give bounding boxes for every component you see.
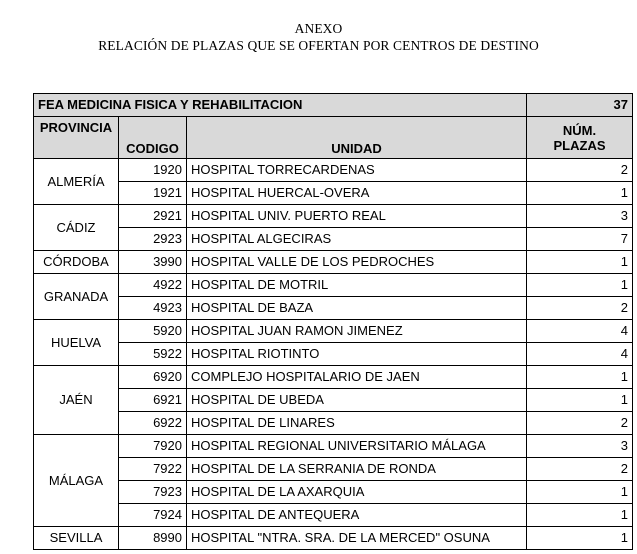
codigo-cell: 2921 (119, 205, 187, 228)
plazas-cell: 2 (527, 458, 633, 481)
table-row (34, 343, 633, 366)
provincia-cell: HUELVA (34, 320, 119, 366)
annex-subtitle: RELACIÓN DE PLAZAS QUE SE OFERTAN POR CENTROS DE DESTINO (98, 38, 539, 53)
codigo-cell: 3990 (119, 251, 187, 274)
plazas-cell: 2 (527, 159, 633, 182)
unidad-cell: HOSPITAL DE UBEDA (187, 389, 527, 412)
table-row (34, 274, 633, 297)
codigo-cell: 8990 (119, 527, 187, 550)
table-row (34, 228, 633, 251)
col-header-plazas (527, 117, 633, 159)
provincia-cell: ALMERÍA (34, 159, 119, 205)
codigo-cell: 5922 (119, 343, 187, 366)
unidad-cell: HOSPITAL REGIONAL UNIVERSITARIO MÁLAGA (187, 435, 527, 458)
plazas-cell: 4 (527, 343, 633, 366)
column-header-row (34, 117, 633, 159)
col-header-plazas-line2: PLAZAS (553, 137, 606, 153)
plazas-cell: 7 (527, 228, 633, 251)
unidad-cell: HOSPITAL DE ANTEQUERA (187, 504, 527, 527)
provincia-cell: CÓRDOBA (34, 251, 119, 274)
specialty-name: FEA MEDICINA FISICA Y REHABILITACION (34, 94, 527, 117)
codigo-cell: 6920 (119, 366, 187, 389)
unidad-cell: HOSPITAL RIOTINTO (187, 343, 527, 366)
codigo-cell: 1921 (119, 182, 187, 205)
unidad-cell: HOSPITAL ALGECIRAS (187, 228, 527, 251)
col-header-provincia: PROVINCIA (34, 117, 119, 159)
annex-title: ANEXO (294, 21, 343, 36)
table-row (34, 458, 633, 481)
codigo-cell: 7922 (119, 458, 187, 481)
codigo-cell: 7920 (119, 435, 187, 458)
plazas-cell: 3 (527, 205, 633, 228)
plazas-cell: 3 (527, 435, 633, 458)
table-row (34, 205, 633, 228)
unidad-cell: HOSPITAL VALLE DE LOS PEDROCHES (187, 251, 527, 274)
plazas-cell: 2 (527, 297, 633, 320)
table-row (34, 297, 633, 320)
table-row (34, 504, 633, 527)
unidad-cell: HOSPITAL DE LA SERRANIA DE RONDA (187, 458, 527, 481)
plazas-cell: 4 (527, 320, 633, 343)
codigo-cell: 6922 (119, 412, 187, 435)
plazas-cell: 1 (527, 527, 633, 550)
table-row (34, 159, 633, 182)
unidad-cell: HOSPITAL DE LINARES (187, 412, 527, 435)
provincia-cell: JAÉN (34, 366, 119, 435)
codigo-cell: 1920 (119, 159, 187, 182)
table-row (34, 182, 633, 205)
specialty-row (34, 94, 633, 117)
col-header-unidad: UNIDAD (187, 117, 527, 159)
provincia-cell: CÁDIZ (34, 205, 119, 251)
table-row (34, 389, 633, 412)
unidad-cell: HOSPITAL "NTRA. SRA. DE LA MERCED" OSUNA (187, 527, 527, 550)
col-header-codigo: CODIGO (119, 117, 187, 159)
table-row (34, 251, 633, 274)
table-row (34, 481, 633, 504)
specialty-total: 37 (527, 94, 633, 117)
plazas-cell: 1 (527, 366, 633, 389)
plazas-cell: 1 (527, 481, 633, 504)
unidad-cell: HOSPITAL TORRECARDENAS (187, 159, 527, 182)
unidad-cell: HOSPITAL HUERCAL-OVERA (187, 182, 527, 205)
plazas-cell: 1 (527, 251, 633, 274)
table-row (34, 320, 633, 343)
col-header-plazas-line1: NÚM. (562, 122, 597, 138)
unidad-cell: HOSPITAL DE MOTRIL (187, 274, 527, 297)
table-row (34, 366, 633, 389)
unidad-cell: HOSPITAL DE LA AXARQUIA (187, 481, 527, 504)
plazas-cell: 2 (527, 412, 633, 435)
codigo-cell: 4922 (119, 274, 187, 297)
codigo-cell: 4923 (119, 297, 187, 320)
provincia-cell: MÁLAGA (34, 435, 119, 527)
plazas-table (33, 93, 633, 550)
codigo-cell: 6921 (119, 389, 187, 412)
table-row (34, 527, 633, 550)
codigo-cell: 5920 (119, 320, 187, 343)
codigo-cell: 2923 (119, 228, 187, 251)
plazas-cell: 1 (527, 274, 633, 297)
unidad-cell: COMPLEJO HOSPITALARIO DE JAEN (187, 366, 527, 389)
codigo-cell: 7924 (119, 504, 187, 527)
codigo-cell: 7923 (119, 481, 187, 504)
table-row (34, 412, 633, 435)
table-row (34, 435, 633, 458)
provincia-cell: SEVILLA (34, 527, 119, 550)
plazas-cell: 1 (527, 389, 633, 412)
unidad-cell: HOSPITAL DE BAZA (187, 297, 527, 320)
unidad-cell: HOSPITAL UNIV. PUERTO REAL (187, 205, 527, 228)
provincia-cell: GRANADA (34, 274, 119, 320)
plazas-cell: 1 (527, 182, 633, 205)
plazas-cell: 1 (527, 504, 633, 527)
unidad-cell: HOSPITAL JUAN RAMON JIMENEZ (187, 320, 527, 343)
